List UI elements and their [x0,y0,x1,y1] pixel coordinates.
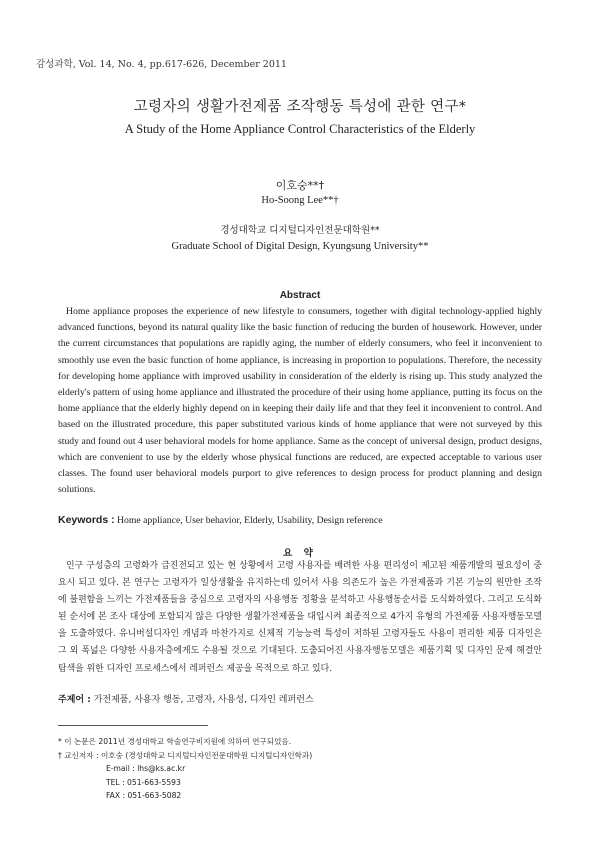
affiliation-korean: 경성대학교 디지털디자인전문대학원** [220,225,380,236]
footnote-email: E-mail : lhs@ks.ac.kr [106,764,186,774]
keywords-line [58,514,542,526]
affiliation-english: Graduate School of Digital Design, Kyungsung University** [171,241,429,252]
footnote-tel: TEL : 051-663-5593 [106,777,181,787]
footnote-funding: * 이 논문은 2011년 경성대학교 학술연구비지원에 의하여 연구되었음. [58,737,292,746]
paper-title-korean: 고령자의 생활가전제품 조작행동 특성에 관한 연구* [133,99,467,115]
korean-keywords-label: 주제어 : [58,695,91,705]
author-name-korean: 이호숭**† [275,179,325,192]
footnote-fax: FAX : 051-663-5082 [106,791,182,801]
author-name-english: Ho-Soong Lee**† [261,195,339,206]
keywords-text: Home appliance, User behavior, Elderly, Usability, Design reference [117,515,383,526]
footnote-corresponding-author: † 교신저자 : 이호숭 (경성대학교 디지털디자인전문대학원 디지털디자인학과) [58,750,313,760]
korean-keywords-line [58,692,542,705]
footnotes [58,735,542,803]
korean-keywords-text: 가전제품, 사용자 행동, 고령자, 사용성, 디자인 레퍼런스 [93,695,314,705]
korean-summary-heading: 요 약 [283,548,317,559]
abstract-body: Home appliance proposes the experience of new lifestyle to consumers, together with digital technology-applied highly advanced functions, beyond its natural quality like the basic function of reducing the burden of housework. However, under the current circumstances that populations are rapidly aging, the number of elderly consumers, who feel it inconvenient to smoothly use even the basic function of home appliance, is increasing in proportion to populations. Therefore, the necessity for developing home appliance with improved usability in consideration of the elderly is rising up. This study analyzed the elderly's pattern of using home appliance and illustrated the procedure of their using home appliance, putting its focus on the home appliance that the elderly highly depend on in keeping their daily life and that they feel it inconvenient to control. And based on the illustrated procedure, this paper substituted various kinds of home appliance that were not surveyed by this study and found out 4 user behavioral models for home appliance. Same as the concept of universal design, product designs, which are convenient to use by the elderly whose physical functions are reduced, are expected acceptable to various user classes. The found user behavioral models purport to give references to design process for product planning and design solutions. [58,306,542,496]
abstract-heading: Abstract [279,290,321,301]
footnote-divider [58,725,208,726]
keywords-label: Keywords : [58,514,115,526]
journal-citation: 감성과학, Vol. 14, No. 4, pp.617-626, December 2011 [36,59,287,70]
paper-title-english: A Study of the Home Appliance Control Characteristics of the Elderly [124,122,476,136]
korean-summary-body: 인구 구성층의 고령화가 급진전되고 있는 현 상황에서 고령 사용자를 배려한 사용 편리성이 제고된 제품개발의 필요성이 중요시 되고 있다. 본 연구는 고령자가 일상생활을 유지하는데 있어서 사용 의존도가 높은 가전제품과 기본 기능의 원만한 조작에 불편함을 느끼는 가전제품들을 중심으로 고령자의 사용행동 정황을 분석하고 사용행동순서를 도식화하였다. 그리고 도식화된 순서에 본 조사 대상에 포함되지 않은 다양한 생활가전제품을 대입시켜 최종적으로 4가지 유형의 가전제품 사용자행동모델을 도출하였다. 유니버설디자인 개념과 마찬가지로 신체적 기능능력 특성이 저하된 고령자들도 사용이 편리한 제품 디자인은 그 외 폭넓은 다양한 사용자층에게도 수용될 것으로 기대된다. 도출되어진 사용자행동모델은 제품기획 및 디자인 문제 해결안 탐색을 위한 디자인 프로세스에서 레퍼런스 제공을 목적으로 하고 있다. [58,561,542,674]
